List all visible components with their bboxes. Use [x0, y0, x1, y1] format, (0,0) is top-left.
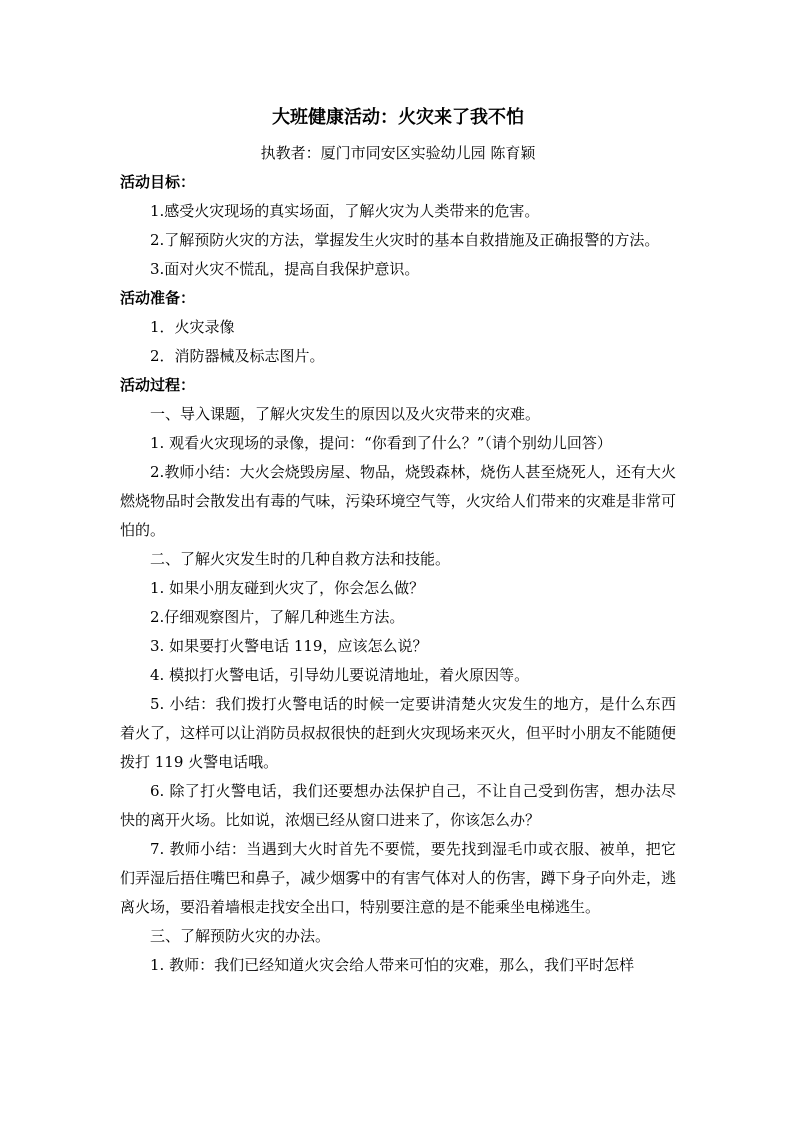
process-item: 5. 小结：我们拨打火警电话的时候一定要讲清楚火灾发生的地方，是什么东西着火了，这样可以让消防员叔叔很快的赶到火灾现场来灭火，但平时小朋友不能随便拨打 119 火警电话哦。: [120, 695, 676, 771]
process-item: 7. 教师小结：当遇到大火时首先不要慌，要先找到湿毛巾或衣服、被单，把它们弄湿后捂住嘴巴和鼻子，减少烟雾中的有害气体对人的伤害，蹲下身子向外走，逃离火场，要沿着墙根走找安全出口，特别要注意的是不能乘坐电梯逃生。: [120, 840, 676, 916]
preparation-heading: 活动准备：: [120, 289, 196, 307]
goals-heading: 活动目标：: [120, 173, 196, 191]
process-item: 4. 模拟打火警电话，引导幼儿要说清地址，着火原因等。: [150, 666, 530, 684]
goal-item: 1.感受火灾现场的真实场面，了解火灾为人类带来的危害。: [150, 202, 540, 220]
process-item: 三、了解预防火灾的办法。: [150, 927, 331, 945]
process-item: 一、导入课题，了解火灾发生的原因以及火灾带来的灾难。: [150, 405, 541, 423]
document-body: [120, 100, 676, 980]
process-item: 1. 如果小朋友碰到火灾了，你会怎么做？: [150, 579, 425, 597]
process-item: 1. 教师：我们已经知道火灾会给人带来可怕的灾难，那么，我们平时怎样: [150, 956, 635, 974]
document-author: 执教者：厦门市同安区实验幼儿园 陈育颖: [260, 144, 536, 162]
document-title: 大班健康活动：火灾来了我不怕: [272, 107, 524, 128]
goal-item: 2.了解预防火灾的方法，掌握发生火灾时的基本自救措施及正确报警的方法。: [150, 231, 660, 249]
process-item: 1. 观看火灾现场的录像，提问：“你看到了什么？”（请个别幼儿回答）: [150, 434, 612, 452]
goal-item: 3.面对火灾不慌乱，提高自我保护意识。: [150, 260, 420, 278]
process-item: 3. 如果要打火警电话 119，应该怎么说？: [150, 637, 428, 655]
process-item: 二、了解火灾发生时的几种自救方法和技能。: [150, 550, 451, 568]
process-item: 2.仔细观察图片，了解几种逃生方法。: [150, 608, 405, 626]
preparation-item: 2．消防器械及标志图片。: [150, 347, 325, 365]
preparation-item: 1．火灾录像: [150, 318, 235, 336]
process-item: 6. 除了打火警电话，我们还要想办法保护自己，不让自己受到伤害，想办法尽快的离开火场。比如说，浓烟已经从窗口进来了，你该怎么办？: [120, 782, 676, 829]
process-item: 2.教师小结：大火会烧毁房屋、物品，烧毁森林，烧伤人甚至烧死人，还有大火燃烧物品时会散发出有毒的气味，污染环境空气等，火灾给人们带来的灾难是非常可怕的。: [120, 463, 676, 539]
process-heading: 活动过程：: [120, 376, 196, 394]
